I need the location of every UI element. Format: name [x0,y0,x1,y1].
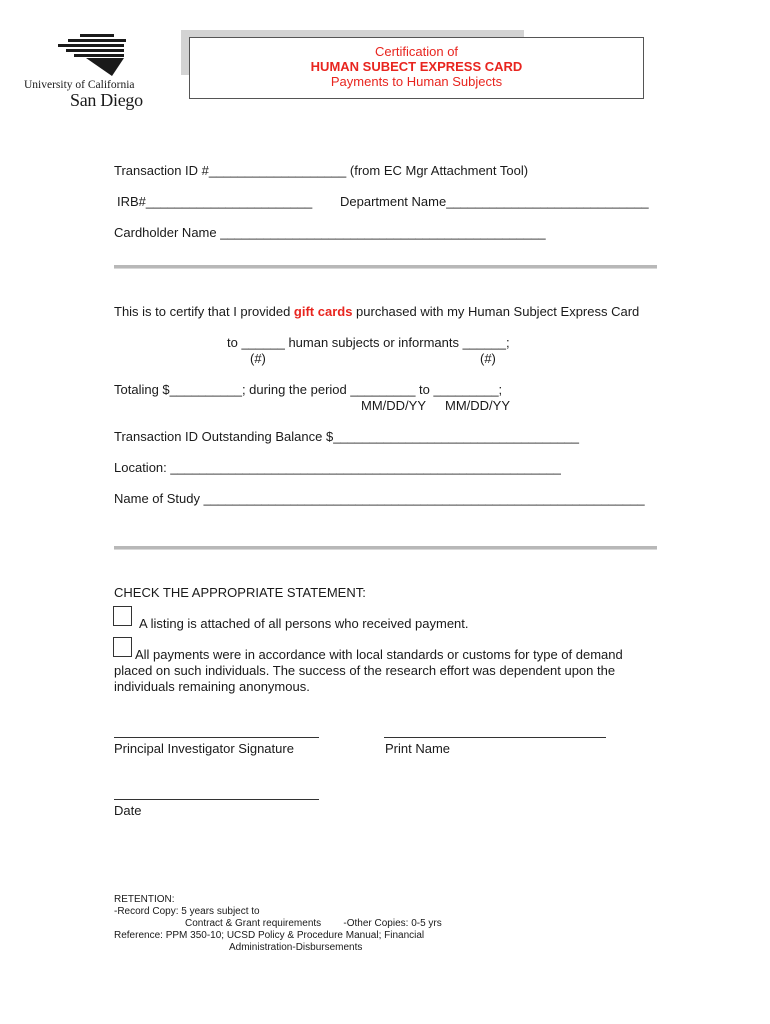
date-line[interactable] [114,799,319,800]
divider-1 [114,265,657,269]
listing-checkbox[interactable] [113,606,132,626]
certify-statement [114,304,639,319]
retention-reference: Reference: PPM 350-10; UCSD Policy & Procedure Manual; Financial [114,930,425,941]
pi-signature-label: Principal Investigator Signature [114,741,294,756]
gift-cards-highlight: gift cards [293,304,353,319]
outstanding-balance-field[interactable]: Transaction ID Outstanding Balance $__________________________________ [114,429,580,444]
date-format-right: MM/DD/YY [445,398,510,413]
certify-suffix: purchased with my Human Subject Express Card [352,304,640,319]
anonymous-statement-line1: All payments were in accordance with local standards or customs for type of demand [135,647,623,662]
anonymous-checkbox[interactable] [113,637,132,657]
print-name-line[interactable] [384,737,606,738]
print-name-label: Print Name [385,741,451,756]
department-name-field[interactable]: Department Name____________________________ [340,194,649,209]
hash-label-left: (#) [250,351,266,366]
certify-prefix: This is to certify that I provided [114,304,294,319]
anonymous-statement-line3: individuals remaining anonymous. [114,679,310,694]
retention-contract: Contract & Grant requirements -Other Copies: 0-5 yrs [185,918,442,929]
logo-university-text: University of California [24,79,135,91]
transaction-id-field[interactable]: Transaction ID #___________________ (from EC Mgr Attachment Tool) [114,163,529,178]
date-format-left: MM/DD/YY [361,398,426,413]
study-name-field[interactable] [114,491,645,506]
location-field[interactable]: Location: ______________________________________________________ [114,460,561,475]
anonymous-statement-line2: placed on such individuals. The success of the research effort was dependent upon the [114,663,616,678]
title-line1: Certification of [374,44,459,59]
cardholder-name-field[interactable]: Cardholder Name _____________________________________________ [114,225,546,240]
divider-2 [114,546,657,550]
pi-signature-line[interactable] [114,737,319,738]
irb-field[interactable]: IRB#_______________________ [117,194,313,209]
recipients-count-field[interactable]: to ______ human subjects or informants ______; [227,335,510,350]
trident-logo-icon [38,32,138,78]
title-line3: Payments to Human Subjects [330,74,503,89]
totaling-field[interactable]: Totaling $__________; during the period _________ to _________; [114,382,503,397]
retention-heading: RETENTION: [114,894,175,905]
statement-heading: CHECK THE APPROPRIATE STATEMENT: [114,585,366,600]
title-box [189,37,644,99]
hash-label-right: (#) [480,351,496,366]
date-label: Date [114,803,142,818]
retention-administration: Administration-Disbursements [229,942,363,953]
listing-statement: A listing is attached of all persons who received payment. [139,616,469,631]
logo-campus-text: San Diego [70,90,143,110]
ucsd-logo [22,30,152,110]
title-line2: HUMAN SUBECT EXPRESS CARD [310,59,523,74]
study-name-text: Name of Study _____________________________________________________________ [114,491,645,506]
retention-record-copy: -Record Copy: 5 years subject to [114,906,260,917]
